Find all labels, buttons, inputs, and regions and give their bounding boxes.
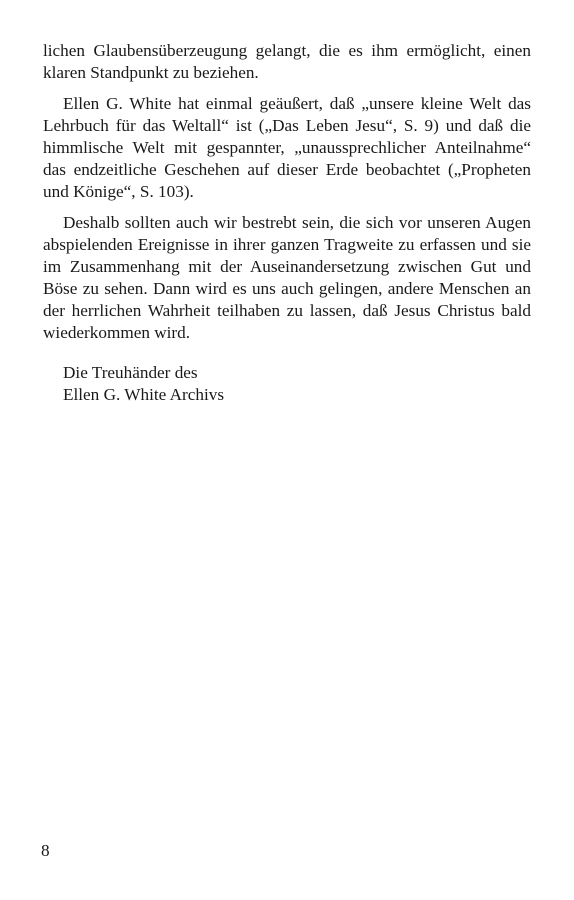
page-number: 8	[41, 841, 50, 860]
paragraph-3: Deshalb sollten auch wir bestrebt sein, die sich vor unseren Augen abspielenden Ereignisse in ihrer ganzen Tragweite zu erfassen und sie im Zusammenhang mit der Auseinandersetzung zwischen Gut und Böse zu sehen. Dann wird es uns auch gelingen, andere Menschen an der herrlichen Wahrheit teilhaben zu lassen, daß Jesus Christus bald wiederkommen wird.	[43, 213, 531, 342]
signature-line-2: Ellen G. White Archivs	[63, 385, 225, 404]
paragraph-2: Ellen G. White hat einmal geäußert, daß „unsere kleine Welt das Lehrbuch für das Weltall“ ist („Das Leben Jesu“, S. 9) und daß die himmlische Welt mit gespannter, „unaussprechlicher Anteilnahme“ das endzeitliche Geschehen auf dieser Erde beobachtet („Propheten und Könige“, S. 103).	[43, 94, 531, 201]
body-text	[43, 40, 531, 406]
paragraph-1: lichen Glaubensüberzeugung gelangt, die es ihm ermöglicht, einen klaren Standpunkt zu beziehen.	[43, 41, 531, 82]
signature-line-1: Die Treuhänder des	[63, 363, 198, 382]
signature-block	[43, 362, 531, 406]
